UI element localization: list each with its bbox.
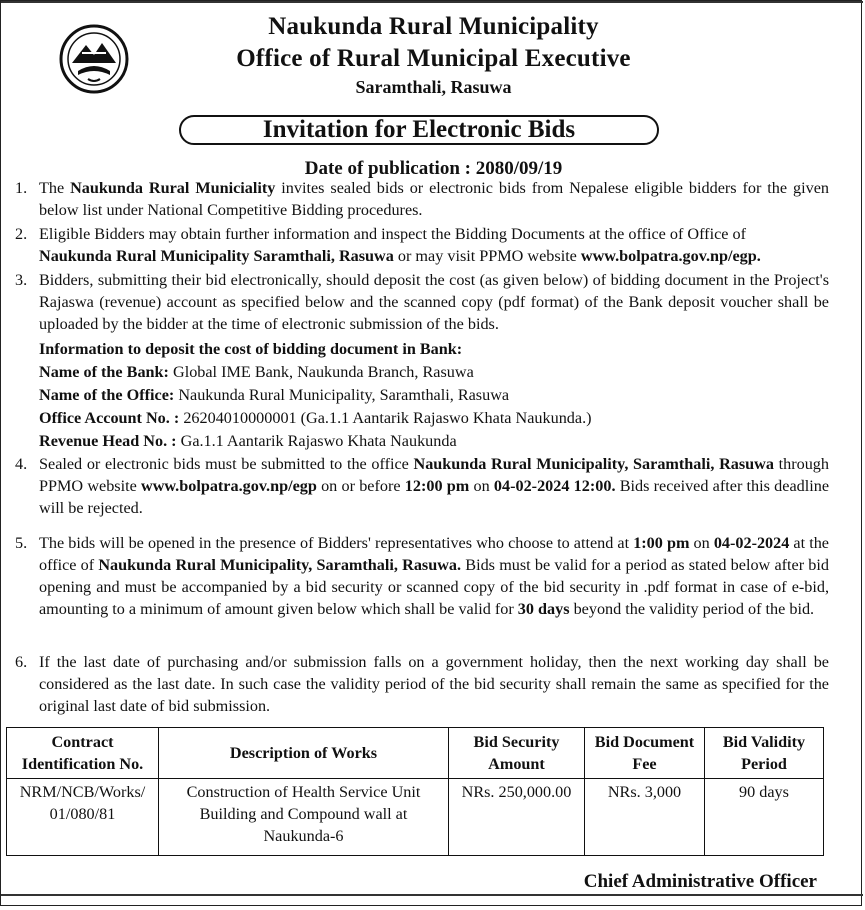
bid-details-table bbox=[6, 727, 824, 856]
item-number: 6. bbox=[15, 653, 28, 671]
ppmo-website: www.bolpatra.gov.np/egp. bbox=[580, 247, 761, 265]
column-header: Description of Works bbox=[159, 728, 449, 779]
account-number-label: Office Account No. : bbox=[39, 409, 180, 427]
opening-time: 1:00 pm bbox=[633, 534, 690, 552]
column-header: Bid Document Fee bbox=[585, 728, 705, 779]
deadline-time: 12:00 pm bbox=[404, 477, 470, 495]
office-name: Office of Rural Municipal Executive bbox=[236, 45, 631, 72]
publication-date: Date of publication : 2080/09/19 bbox=[304, 158, 563, 179]
notice-item-5 bbox=[39, 532, 829, 620]
notice-item-3 bbox=[39, 269, 829, 335]
validity-period-cell: 90 days bbox=[705, 779, 824, 856]
office-name-line bbox=[39, 384, 509, 406]
item-text-bold: Naukunda Rural Municipality, Saramthali, Rasuwa bbox=[413, 455, 774, 473]
item-number: 4. bbox=[15, 455, 28, 473]
notice-title: Invitation for Electronic Bids bbox=[262, 116, 576, 143]
item-text-bold: Naukunda Rural Municipality Saramthali, Rasuwa bbox=[39, 247, 394, 265]
item-text: The bids will be opened in the presence of Bidders' representatives who choose to attend at bbox=[39, 534, 634, 552]
item-text: at the office of bbox=[39, 534, 829, 574]
bank-name-value: Global IME Bank, Naukunda Branch, Rasuwa bbox=[168, 363, 474, 381]
item-text: or may visit PPMO website bbox=[393, 247, 581, 265]
office-name-value: Naukunda Rural Municipality, Saramthali, Rasuwa bbox=[174, 386, 510, 404]
item-text-bold: Naukunda Rural Municipality, Saramthali, Rasuwa. bbox=[98, 556, 462, 574]
top-border bbox=[1, 1, 863, 3]
item-text: Sealed or electronic bids must be submitted to the office bbox=[39, 455, 414, 473]
item-text: beyond the validity period of the bid. bbox=[569, 600, 815, 618]
municipality-name: Naukunda Rural Municipality bbox=[268, 13, 599, 40]
bottom-border bbox=[1, 894, 863, 896]
item-text: The bbox=[39, 179, 71, 197]
item-text: Bids received after this deadline will be rejected. bbox=[39, 477, 830, 517]
item-number: 1. bbox=[15, 179, 28, 197]
office-name-label: Name of the Office: bbox=[39, 386, 175, 404]
account-number-line bbox=[39, 407, 592, 429]
document-fee-cell: NRs. 3,000 bbox=[585, 779, 705, 856]
validity-days: 30 days bbox=[517, 600, 570, 618]
item-text: Bidders, submitting their bid electronically, should deposit the cost (as given below) of bidding document in the Project's Rajaswa (revenue) account as specified below and the scanned copy (pdf format) of the Bank deposit voucher shall be uploaded by the bidder at the time of electronic submission of the bids. bbox=[39, 271, 829, 333]
bank-name-line bbox=[39, 361, 474, 383]
table-row bbox=[7, 779, 824, 856]
item-text: If the last date of purchasing and/or submission falls on a government holiday, then the next working day shall be considered as the last date. In such case the validity period of the bid security shall remain the same as specified for the original last date of bid submission. bbox=[39, 653, 829, 715]
deposit-info-heading: Information to deposit the cost of bidding document in Bank: bbox=[39, 340, 463, 358]
item-number: 3. bbox=[15, 271, 28, 289]
account-number-value: 26204010000001 (Ga.1.1 Aantarik Rajaswo Khata Naukunda.) bbox=[179, 409, 592, 427]
office-address: Saramthali, Rasuwa bbox=[355, 77, 512, 97]
bid-security-cell: NRs. 250,000.00 bbox=[449, 779, 585, 856]
column-header: Bid Security Amount bbox=[449, 728, 585, 779]
item-text: on bbox=[469, 477, 494, 495]
item-text: Bids must be valid for a period as stated below after bid opening and must be accompanied by a bid security or scanned copy of the bid security in .pdf format in case of e-bid, amounting to a minimum of amount given below which shall be valid for bbox=[39, 556, 829, 618]
notice-item-1 bbox=[39, 177, 829, 221]
item-text: on bbox=[689, 534, 714, 552]
deadline-date: 04-02-2024 12:00. bbox=[493, 477, 616, 495]
revenue-head-value: Ga.1.1 Aantarik Rajaswo Khata Naukunda bbox=[176, 432, 457, 450]
item-text: Eligible Bidders may obtain further information and inspect the Bidding Documents at the office of Office of bbox=[39, 225, 746, 243]
notice-item-6 bbox=[39, 651, 829, 717]
item-text: through PPMO website bbox=[39, 455, 829, 495]
column-header: Bid Validity Period bbox=[705, 728, 824, 779]
revenue-head-line bbox=[39, 430, 457, 452]
notice-item-2 bbox=[39, 223, 829, 267]
signatory-title: Chief Administrative Officer bbox=[583, 871, 817, 892]
item-number: 2. bbox=[15, 225, 28, 243]
notice-item-4 bbox=[39, 453, 829, 519]
description-cell: Construction of Health Service Unit Building and Compound wall at Naukunda-6 bbox=[159, 779, 449, 856]
item-text: invites sealed bids or electronic bids from Nepalese eligible bidders for the given below list under National Competitive Bidding procedures. bbox=[39, 179, 829, 219]
contract-id-cell: NRM/NCB/Works/ 01/080/81 bbox=[7, 779, 159, 856]
notice-title-banner bbox=[179, 115, 659, 145]
item-text: on or before bbox=[316, 477, 405, 495]
item-number: 5. bbox=[15, 534, 28, 552]
revenue-head-label: Revenue Head No. : bbox=[39, 432, 177, 450]
table-header-row bbox=[7, 728, 824, 779]
bank-name-label: Name of the Bank: bbox=[39, 363, 169, 381]
ppmo-website: www.bolpatra.gov.np/egp bbox=[141, 477, 317, 495]
item-text-bold: Naukunda Rural Municiality bbox=[70, 179, 276, 197]
opening-date: 04-02-2024 bbox=[713, 534, 790, 552]
column-header: Contract Identification No. bbox=[7, 728, 159, 779]
